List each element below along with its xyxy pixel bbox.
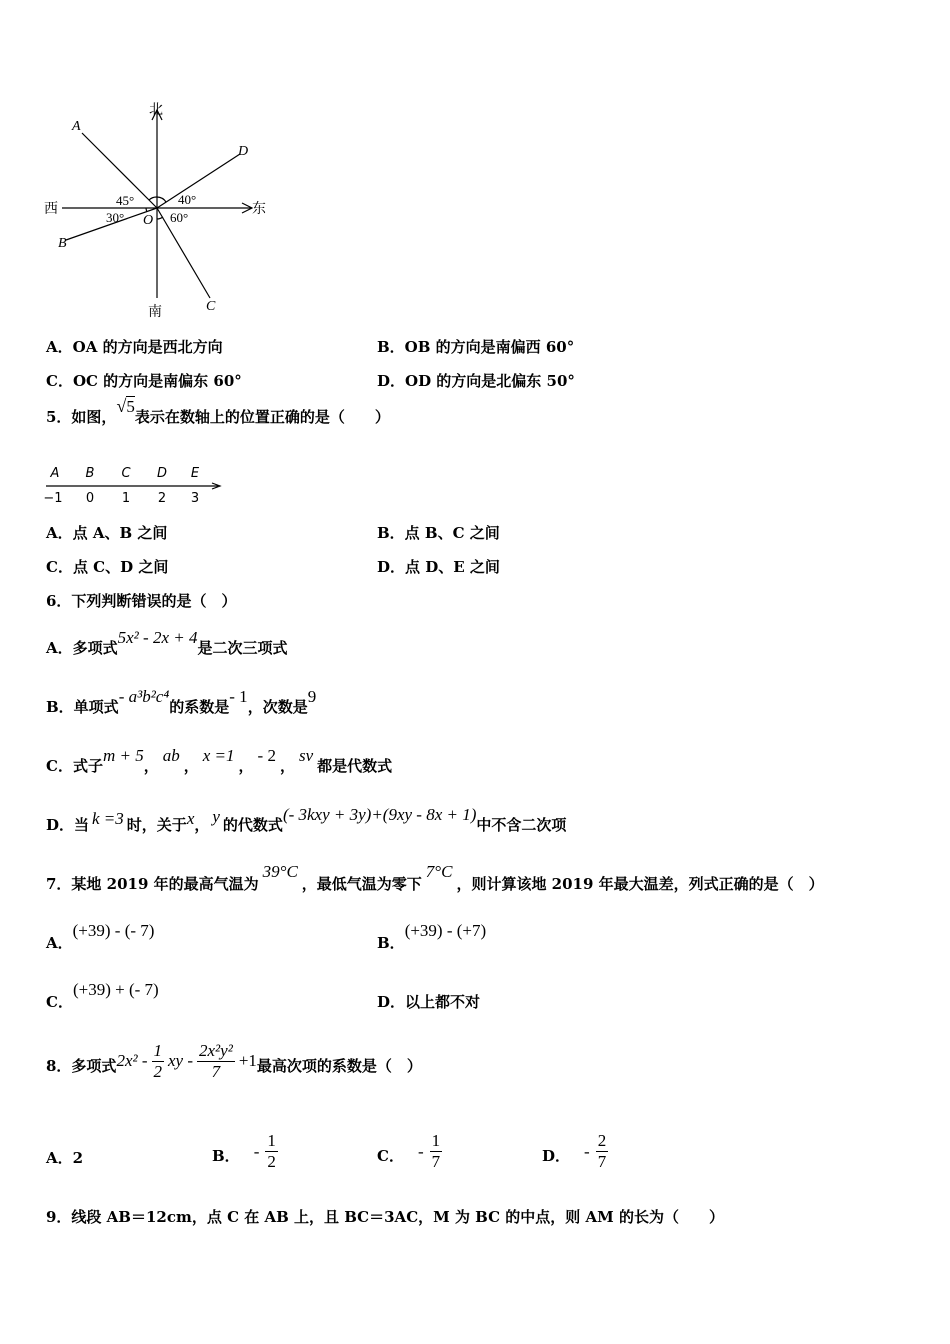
q6-option-d: D．当 k =3 时，关于x， y 的代数式(- 3kxy + 3y)+(9xy - 8x + 1)中不含二次项 bbox=[46, 805, 567, 834]
q6-b-monomial: - a³b²c⁴ bbox=[118, 687, 170, 706]
q4-option-c: C．OC 的方向是南偏东 60° bbox=[46, 372, 242, 390]
q8-frac-2x2y2-7: $\frac{\text{2x²y²}}{7}$ bbox=[199, 1040, 233, 1081]
q7-c-expr: (+39) + (- 7) bbox=[72, 980, 159, 999]
q8-c-fraction: $\frac{1}{7}$ bbox=[431, 1131, 441, 1171]
q6-a-polynomial: 5x² - 2x + 4 bbox=[117, 628, 198, 647]
nl-point-e: E bbox=[190, 466, 200, 481]
compass-diagram bbox=[40, 98, 280, 320]
arc-45 bbox=[149, 197, 157, 200]
q5-prefix: 5．如图， bbox=[46, 408, 117, 426]
q5-option-c: C．点 C、D 之间 bbox=[46, 558, 169, 576]
q9-stem: 9．线段 AB＝12cm，点 C 在 AB 上，且 BC＝3AC，M 为 BC 的中点，则 AM 的长为（ ） bbox=[46, 1208, 724, 1226]
q6-option-b: B．单项式- a³b²c⁴的系数是- 1，次数是9 bbox=[46, 687, 317, 716]
q6-b-coefficient: - 1 bbox=[229, 687, 248, 706]
q8-b-fraction: $\frac{1}{2}$ bbox=[267, 1131, 276, 1171]
q4-option-a: A．OA 的方向是西北方向 bbox=[46, 338, 223, 356]
q6-d-expression: (- 3kxy + 3y)+(9xy - 8x + 1) bbox=[282, 805, 477, 824]
nl-point-c: C bbox=[121, 466, 131, 481]
q6-option-a: A．多项式5x² - 2x + 4是二次三项式 bbox=[46, 628, 288, 657]
nl-tick-2: 2 bbox=[157, 491, 167, 506]
q6-option-c: C．式子m + 5，ab，x =1，- 2，sv都是代数式 bbox=[46, 746, 393, 775]
label-a: A bbox=[72, 119, 81, 134]
nl-point-b: B bbox=[85, 466, 95, 481]
q8-d-fraction: $\frac{2}{7}$ bbox=[597, 1131, 607, 1171]
q5-sqrt5: √5 bbox=[116, 396, 135, 416]
nl-point-a: A bbox=[50, 466, 60, 481]
q7-option-c: C．(+39) + (- 7) bbox=[46, 980, 159, 1011]
q8-option-a: A．2 bbox=[46, 1149, 84, 1167]
label-east: 东 bbox=[252, 201, 266, 217]
q5-stem bbox=[46, 396, 390, 427]
label-north: 北 bbox=[149, 102, 163, 118]
arc-60 bbox=[157, 217, 163, 219]
q6-d-k: k =3 bbox=[92, 809, 124, 828]
nl-tick-1: 1 bbox=[121, 491, 131, 506]
q7-b-expr: (+39) - (+7) bbox=[404, 921, 487, 940]
nl-tick-3: 3 bbox=[190, 491, 200, 506]
angle-30: 30° bbox=[106, 210, 125, 225]
q5-option-d: D．点 D、E 之间 bbox=[377, 558, 500, 576]
q8-stem: 8．多项式 2x² - $\frac{1}{2}$ xy - $\frac{\text{2x²y²}}{7}$ +1 最高次项的系数是（ ） bbox=[46, 1040, 422, 1081]
q8-frac-1-2: $\frac{1}{2}$ bbox=[153, 1040, 162, 1081]
q6-d-x: x bbox=[186, 809, 195, 828]
q7-low-temp: 7°C bbox=[425, 862, 453, 881]
q8-option-d: D． - $\frac{2}{7}$ bbox=[542, 1131, 607, 1171]
label-b: B bbox=[58, 236, 67, 251]
label-o: O bbox=[143, 213, 154, 228]
q6-d-y: y bbox=[212, 807, 220, 826]
q7-stem: 7．某地 2019 年的最高气温为39°C，最低气温为零下7°C，则计算该地 2019 年最大温差，列式正确的是（ ） bbox=[46, 862, 824, 893]
q8-option-c: C． - $\frac{1}{7}$ bbox=[377, 1131, 441, 1171]
nl-tick-neg1: −1 bbox=[43, 491, 63, 506]
label-c: C bbox=[206, 299, 216, 314]
q5-option-b: B．点 B、C 之间 bbox=[377, 524, 500, 542]
q6-c-expr-1: m + 5 bbox=[102, 746, 144, 765]
q7-high-temp: 39°C bbox=[262, 862, 298, 881]
arc-30 bbox=[146, 208, 147, 212]
q7-a-expr: (+39) - (- 7) bbox=[72, 921, 155, 940]
q4-option-b: B．OB 的方向是南偏西 60° bbox=[377, 338, 575, 356]
q6-c-expr-3: x =1 bbox=[202, 746, 235, 765]
q6-b-degree: 9 bbox=[307, 687, 317, 706]
q7-option-a: A．(+39) - (- 7) bbox=[46, 921, 155, 952]
ray-od bbox=[157, 154, 240, 208]
q8-option-b: B． - $\frac{1}{2}$ bbox=[212, 1131, 276, 1171]
q4-option-d: D．OD 的方向是北偏东 50° bbox=[377, 372, 575, 390]
q8-polynomial: 2x² - $\frac{1}{2}$ xy - $\frac{\text{2x²y²}}{7}$ +1 bbox=[116, 1040, 257, 1081]
q6-stem: 6．下列判断错误的是（ ） bbox=[46, 592, 237, 610]
angle-40: 40° bbox=[178, 192, 197, 207]
number-line bbox=[40, 460, 230, 506]
q7-option-d: D．以上都不对 bbox=[377, 993, 481, 1011]
q6-c-expr-4: - 2 bbox=[257, 746, 276, 765]
arc-40 bbox=[157, 197, 166, 202]
q5-option-a: A．点 A、B 之间 bbox=[46, 524, 168, 542]
angle-60: 60° bbox=[170, 210, 189, 225]
angle-45: 45° bbox=[116, 193, 135, 208]
label-west: 西 bbox=[44, 201, 58, 217]
label-south: 南 bbox=[148, 304, 162, 320]
q6-c-expr-2: ab bbox=[162, 746, 180, 765]
nl-point-d: D bbox=[156, 466, 168, 481]
q6-c-expr-5: sv bbox=[298, 746, 314, 765]
label-d: D bbox=[238, 144, 249, 159]
q5-suffix: 表示在数轴上的位置正确的是（ ） bbox=[134, 408, 390, 426]
q7-option-b: B．(+39) - (+7) bbox=[377, 921, 487, 952]
nl-tick-0: 0 bbox=[85, 491, 95, 506]
